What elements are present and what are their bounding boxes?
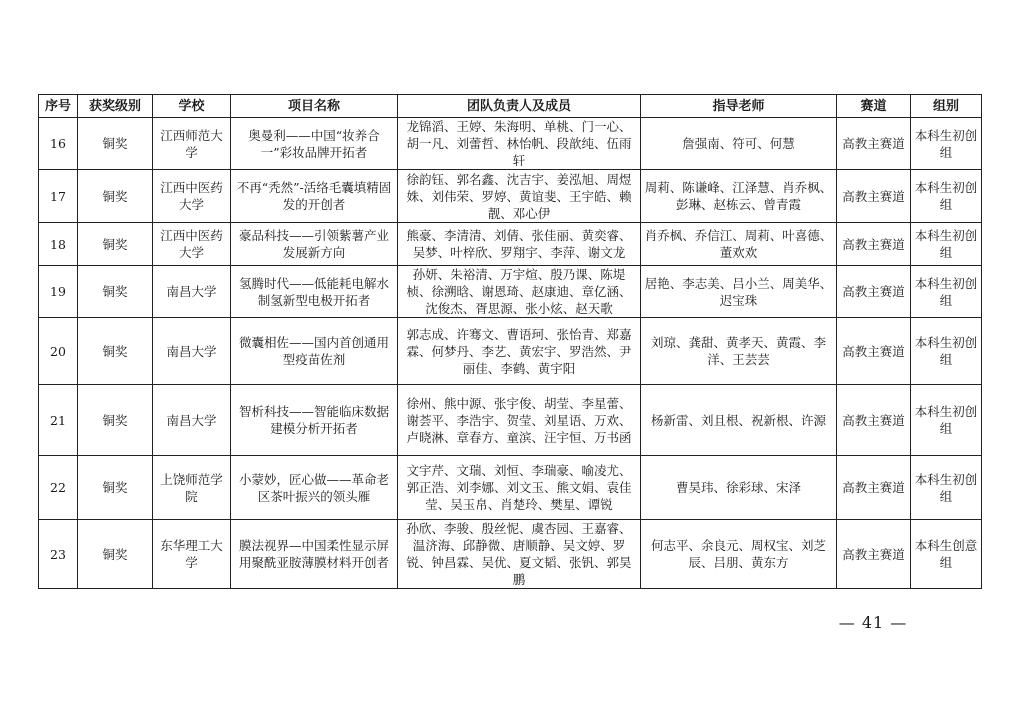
row-no: 20 — [39, 318, 78, 385]
row-level: 铜奖 — [78, 170, 153, 223]
header-track: 赛道 — [837, 95, 911, 118]
row-project: 智析科技——智能临床数据建模分析开拓者 — [231, 385, 398, 456]
row-track: 高教主赛道 — [837, 170, 911, 223]
row-level: 铜奖 — [78, 223, 153, 266]
row-group: 本科生初创组 — [911, 456, 982, 520]
row-team: 孙妍、朱裕清、万宇煊、殷乃课、陈堤桢、徐溯晗、谢恩琦、赵康迪、章亿涵、沈俊杰、胥思源、张小炫、赵天歌 — [398, 266, 641, 318]
row-project: 豪品科技——引领紫薯产业发展新方向 — [231, 223, 398, 266]
row-track: 高教主赛道 — [837, 456, 911, 520]
row-track: 高教主赛道 — [837, 385, 911, 456]
row-group: 本科生初创组 — [911, 266, 982, 318]
header-advisors: 指导老师 — [641, 95, 837, 118]
row-school: 江西中医药大学 — [153, 170, 231, 223]
row-team: 徐州、熊中源、张宇俊、胡莹、李星蕾、谢荟平、李浩宇、贺莹、刘星语、万欢、卢晓淋、章春方、童滨、汪宇恒、万书函 — [398, 385, 641, 456]
row-no: 23 — [39, 520, 78, 589]
row-advisors: 何志平、余良元、周权宝、刘芝辰、吕朋、黄东方 — [641, 520, 837, 589]
row-track: 高教主赛道 — [837, 266, 911, 318]
row-no: 19 — [39, 266, 78, 318]
row-team: 孙欣、李骏、殷丝怩、虞杏园、王嘉睿、温济海、邱静微、唐顺静、吴文婷、罗锐、钟昌霖、吴优、夏文韬、张钒、郭昊鹏 — [398, 520, 641, 589]
row-no: 16 — [39, 118, 78, 170]
header-level: 获奖级别 — [78, 95, 153, 118]
row-advisors: 詹强南、符可、何慧 — [641, 118, 837, 170]
row-school: 南昌大学 — [153, 385, 231, 456]
row-school: 江西师范大学 — [153, 118, 231, 170]
row-project: 奥曼利——中国“妆养合一”彩妆品牌开拓者 — [231, 118, 398, 170]
header-group: 组别 — [911, 95, 982, 118]
row-school: 江西中医药大学 — [153, 223, 231, 266]
row-group: 本科生初创组 — [911, 118, 982, 170]
row-track: 高教主赛道 — [837, 223, 911, 266]
row-school: 上饶师范学院 — [153, 456, 231, 520]
page-number: — 41 — — [838, 613, 908, 632]
table-row — [39, 170, 982, 223]
row-group: 本科生初创组 — [911, 385, 982, 456]
row-level: 铜奖 — [78, 266, 153, 318]
row-level: 铜奖 — [78, 456, 153, 520]
row-group: 本科生初创组 — [911, 223, 982, 266]
row-advisors: 居艳、李志美、吕小兰、周美华、迟宝珠 — [641, 266, 837, 318]
row-track: 高教主赛道 — [837, 118, 911, 170]
row-team: 文宇芹、文瑞、刘恒、李瑞豪、喻凌尤、郭正浩、刘李娜、刘文玉、熊文娟、袁佳莹、吴玉帛、肖楚玲、樊星、谭锐 — [398, 456, 641, 520]
table-row — [39, 118, 982, 170]
row-school: 南昌大学 — [153, 318, 231, 385]
row-school: 东华理工大学 — [153, 520, 231, 589]
row-level: 铜奖 — [78, 520, 153, 589]
row-project: 小蒙妙，匠心做——革命老区茶叶振兴的领头雁 — [231, 456, 398, 520]
row-advisors: 肖乔枫、乔信江、周莉、叶喜德、董欢欢 — [641, 223, 837, 266]
row-level: 铜奖 — [78, 318, 153, 385]
row-team: 徐韵钰、郭名鑫、沈吉宇、姜泓旭、周煜姝、刘伟荣、罗婷、黄谊斐、王宇皓、赖靓、邓心伊 — [398, 170, 641, 223]
row-group: 本科生初创组 — [911, 318, 982, 385]
row-no: 18 — [39, 223, 78, 266]
row-track: 高教主赛道 — [837, 520, 911, 589]
row-project: 氢腾时代——低能耗电解水制氢新型电极开拓者 — [231, 266, 398, 318]
header-school: 学校 — [153, 95, 231, 118]
table-row — [39, 266, 982, 318]
table-row — [39, 520, 982, 589]
row-no: 22 — [39, 456, 78, 520]
table-row — [39, 223, 982, 266]
row-no: 21 — [39, 385, 78, 456]
table-row — [39, 456, 982, 520]
row-project: 膜法视界—中国柔性显示屏用聚酰亚胺薄膜材料开创者 — [231, 520, 398, 589]
row-project: 不再“秃然”-活络毛囊填精固发的开创者 — [231, 170, 398, 223]
row-no: 17 — [39, 170, 78, 223]
row-team: 郭志成、许骞文、曹语珂、张怡青、郑嘉霖、何梦丹、李艺、黄宏宇、罗浩然、尹丽佳、李鹤、黄宇阳 — [398, 318, 641, 385]
awards-table — [38, 94, 982, 589]
header-row — [39, 95, 982, 118]
row-group: 本科生创意组 — [911, 520, 982, 589]
table-row — [39, 318, 982, 385]
row-advisors: 刘琼、龚甜、黄孝天、黄霞、李洋、王芸芸 — [641, 318, 837, 385]
row-group: 本科生初创组 — [911, 170, 982, 223]
row-advisors: 杨新雷、刘且根、祝新根、许源 — [641, 385, 837, 456]
row-level: 铜奖 — [78, 118, 153, 170]
header-project: 项目名称 — [231, 95, 398, 118]
row-level: 铜奖 — [78, 385, 153, 456]
row-team: 龙锦滔、王婷、朱海明、单桃、门一心、胡一凡、刘蕾哲、林怡帆、段歆纯、伍雨轩 — [398, 118, 641, 170]
header-team: 团队负责人及成员 — [398, 95, 641, 118]
row-advisors: 周莉、陈谦峰、江泽慧、肖乔枫、彭琳、赵栋云、曾青霞 — [641, 170, 837, 223]
row-project: 微囊相佐——国内首创通用型疫苗佐剂 — [231, 318, 398, 385]
table-row — [39, 385, 982, 456]
header-no: 序号 — [39, 95, 78, 118]
row-team: 熊豪、李清清、刘倩、张佳丽、黄奕睿、吴梦、叶梓欣、罗翔宇、李萍、谢文龙 — [398, 223, 641, 266]
row-track: 高教主赛道 — [837, 318, 911, 385]
row-school: 南昌大学 — [153, 266, 231, 318]
row-advisors: 曹昊玮、徐彩球、宋泽 — [641, 456, 837, 520]
